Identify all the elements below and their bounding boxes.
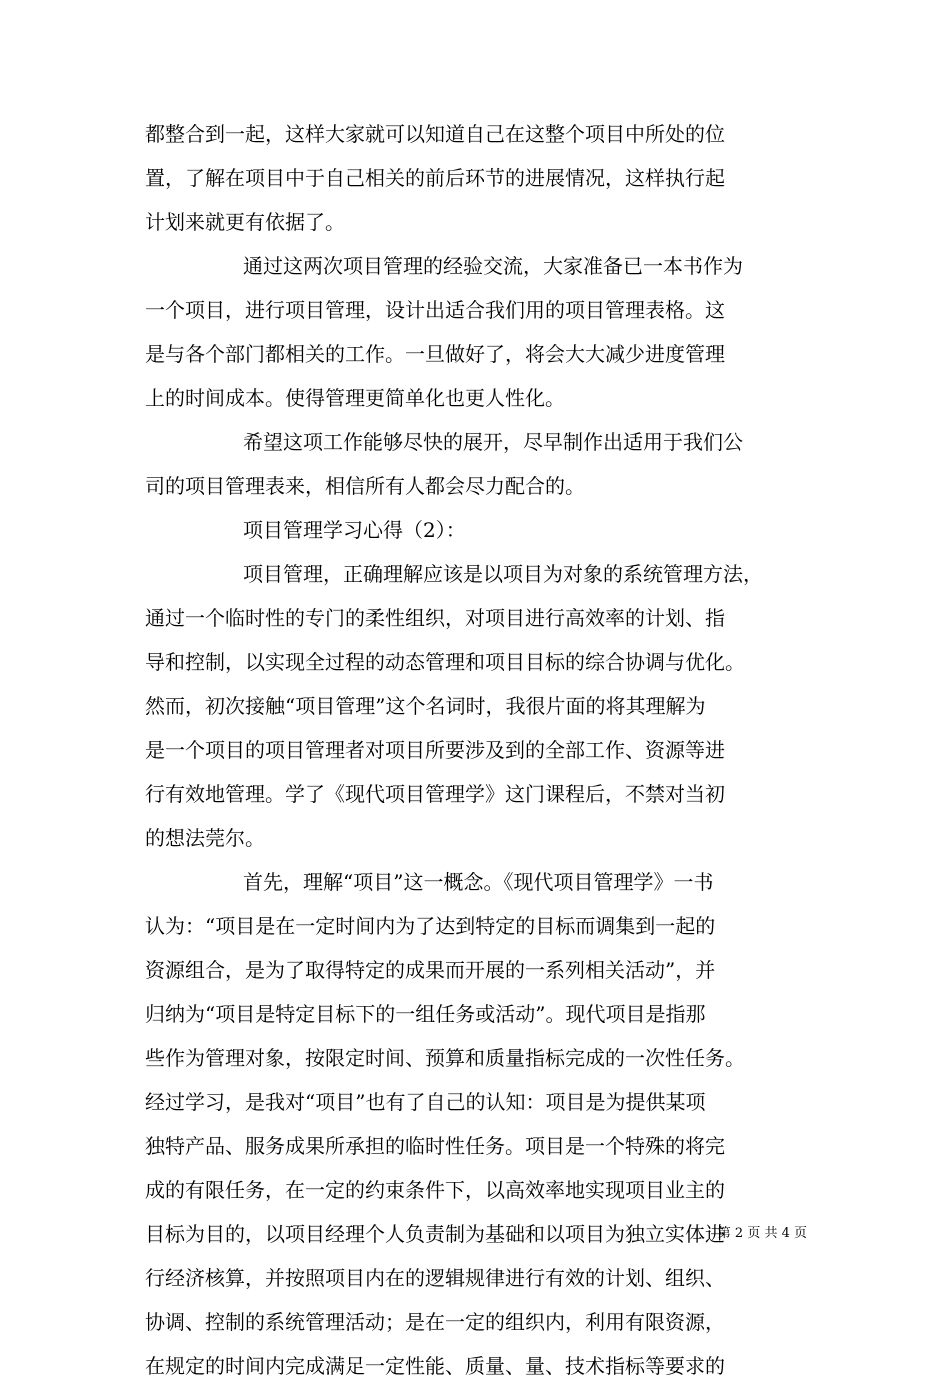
text-line: 认为：“项目是在一定时间内为了达到特定的目标而调集到一起的	[145, 914, 716, 938]
text-line: 行经济核算，并按照项目内在的逻辑规律进行有效的计划、组织、	[145, 1266, 725, 1290]
text-line: 独特产品、服务成果所承担的临时性任务。项目是一个特殊的将完	[145, 1134, 725, 1158]
text-line: 资源组合，是为了取得特定的成果而开展的一系列相关活动”，并	[145, 958, 716, 982]
text-line: 是与各个部门都相关的工作。一旦做好了，将会大大减少进度管理	[145, 342, 725, 366]
text-line: 归纳为“项目是特定目标下的一组任务或活动”。现代项目是指那	[145, 1002, 706, 1026]
text-line: 一个项目，进行项目管理，设计出适合我们用的项目管理表格。这	[145, 298, 725, 322]
text-line: 司的项目管理表来，相信所有人都会尽力配合的。	[145, 474, 585, 498]
text-line: 的想法莞尔。	[145, 826, 265, 850]
document-body	[145, 112, 807, 1388]
text-line: 行有效地管理。学了《现代项目管理学》这门课程后，不禁对当初	[145, 782, 725, 806]
text-line: 首先，理解“项目”这一概念。《现代项目管理学》一书	[243, 870, 714, 894]
text-line: 导和控制，以实现全过程的动态管理和项目目标的综合协调与优化。	[145, 650, 745, 674]
text-line: 是一个项目的项目管理者对项目所要涉及到的全部工作、资源等进	[145, 738, 725, 762]
page-number: 第 2 页 共 4 页	[717, 1226, 807, 1241]
text-line: 成的有限任务，在一定的约束条件下，以高效率地实现项目业主的	[145, 1178, 725, 1202]
text-line: 目标为目的，以项目经理个人负责制为基础和以项目为独立实体进	[145, 1222, 725, 1246]
text-line: 项目管理，正确理解应该是以项目为对象的系统管理方法，	[243, 562, 763, 586]
text-line: 些作为管理对象，按限定时间、预算和质量指标完成的一次性任务。	[145, 1046, 745, 1070]
text-line: 在规定的时间内完成满足一定性能、质量、量、技术指标等要求的	[145, 1354, 725, 1378]
text-line: 计划来就更有依据了。	[145, 210, 345, 234]
text-line: 上的时间成本。使得管理更简单化也更人性化。	[145, 386, 565, 410]
text-line: 通过这两次项目管理的经验交流，大家准备已一本书作为	[243, 254, 743, 278]
text-line: 置，了解在项目中于自己相关的前后环节的进展情况，这样执行起	[145, 166, 725, 190]
text-line: 项目管理学习心得（2）：	[243, 518, 466, 542]
text-line: 都整合到一起，这样大家就可以知道自己在这整个项目中所处的位	[145, 122, 725, 146]
text-line: 协调、控制的系统管理活动；是在一定的组织内，利用有限资源，	[145, 1310, 725, 1334]
text-line: 然而，初次接触“项目管理”这个名词时，我很片面的将其理解为	[145, 694, 706, 718]
text-line: 希望这项工作能够尽快的展开，尽早制作出适用于我们公	[243, 430, 743, 454]
text-line: 通过一个临时性的专门的柔性组织，对项目进行高效率的计划、指	[145, 606, 725, 630]
text-line: 经过学习，是我对“项目”也有了自己的认知：项目是为提供某项	[145, 1090, 706, 1114]
